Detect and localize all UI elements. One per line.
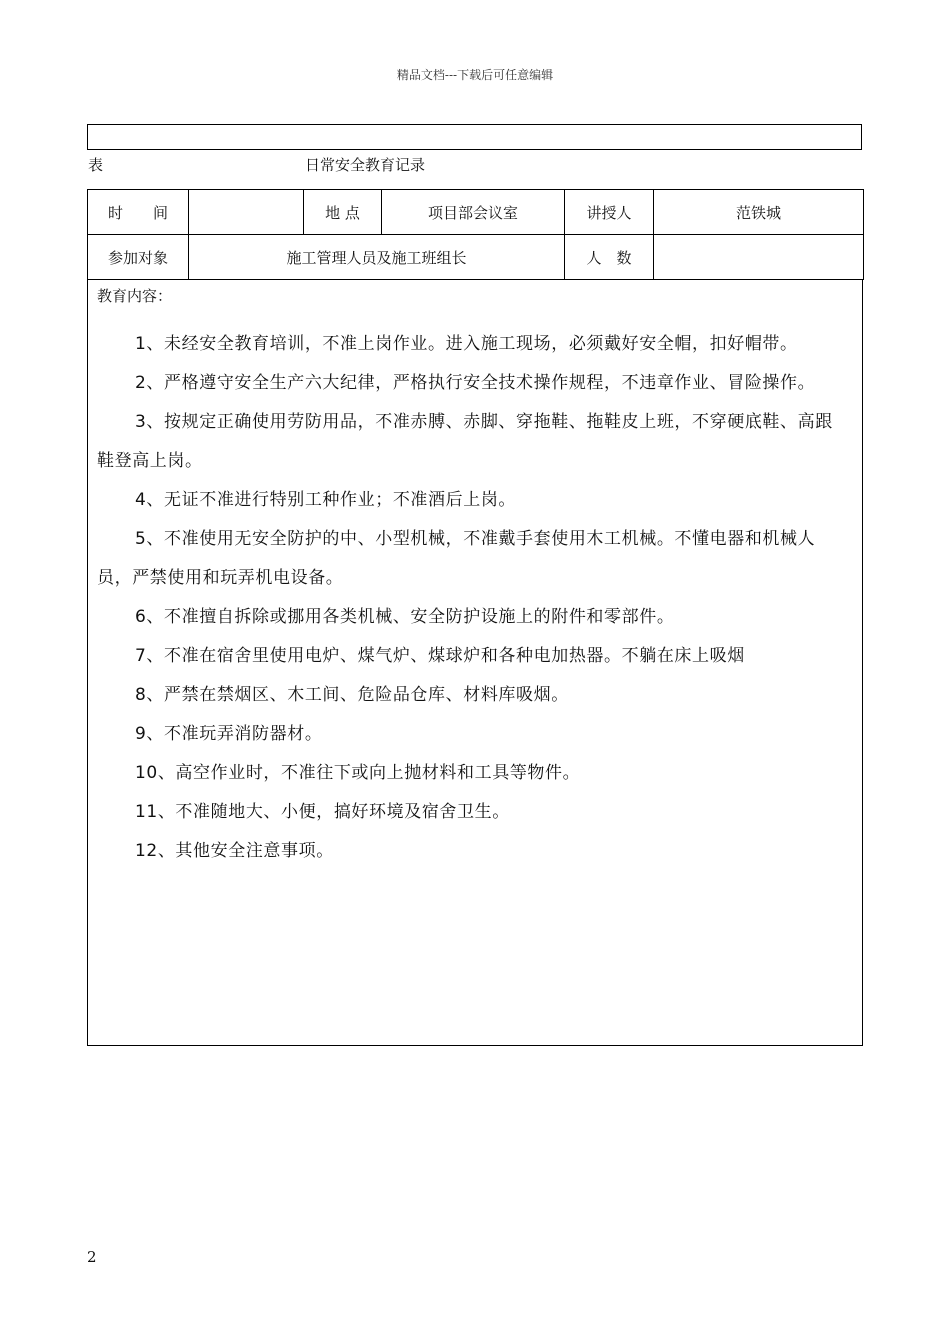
page-number: 2 [87,1248,97,1266]
list-item: 11、不准随地大、小便，搞好环境及宿舍卫生。 [135,802,510,822]
count-value [654,235,864,280]
audience-value: 施工管理人员及施工班组长 [189,235,565,280]
place-value: 项目部会议室 [382,190,565,235]
list-item: 9、不准玩弄消防器材。 [135,724,323,744]
meta-table [87,189,864,280]
place-label: 地 点 [304,190,382,235]
meta-row-time [88,190,864,235]
meta-row-audience [88,235,864,280]
header-note: 精品文档---下载后可任意编辑 [396,68,554,82]
content-label: 教育内容： [97,287,173,305]
content-items [97,325,849,871]
time-value [189,190,304,235]
list-item: 4、无证不准进行特别工种作业；不准酒后上岗。 [135,490,517,510]
table-title: 日常安全教育记录 [305,156,426,174]
count-label: 人 数 [565,235,654,280]
list-item: 8、严禁在禁烟区、木工间、危险品仓库、材料库吸烟。 [135,685,569,705]
audience-label: 参加对象 [88,235,189,280]
list-item: 2、严格遵守安全生产六大纪律，严格执行安全技术操作规程，不违章作业、冒险操作。 [135,373,816,393]
list-item: 5、不准使用无安全防护的中、小型机械，不准戴手套使用木工机械。不懂电器和机械人员，严禁使用和玩弄机电设备。 [97,529,816,588]
top-blank-box [87,124,862,150]
list-item: 10、高空作业时，不准往下或向上抛材料和工具等物件。 [135,763,581,783]
table-label: 表 [88,156,104,174]
list-item: 6、不准擅自拆除或挪用各类机械、安全防护设施上的附件和零部件。 [135,607,675,627]
lecturer-label: 讲授人 [565,190,654,235]
list-item: 12、其他安全注意事项。 [135,841,334,861]
list-item: 3、按规定正确使用劳防用品，不准赤膊、赤脚、穿拖鞋、拖鞋皮上班，不穿硬底鞋、高跟鞋登高上岗。 [97,412,833,471]
lecturer-value: 范铁城 [654,190,864,235]
list-item: 7、不准在宿舍里使用电炉、煤气炉、煤球炉和各种电加热器。不躺在床上吸烟 [135,646,745,666]
time-label: 时 间 [88,190,189,235]
list-item: 1、未经安全教育培训，不准上岗作业。进入施工现场，必须戴好安全帽，扣好帽带。 [135,334,798,354]
content-box [87,279,863,1046]
